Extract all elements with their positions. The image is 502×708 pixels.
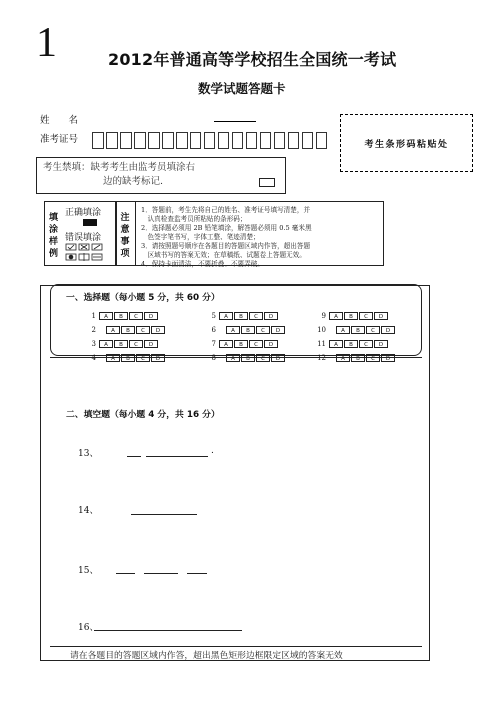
answer-blank[interactable] — [94, 630, 242, 631]
mc-option-bubble[interactable]: A — [226, 354, 240, 362]
mc-question-row — [86, 326, 166, 334]
notice-box — [116, 201, 384, 266]
mc-option-bubble[interactable]: C — [249, 312, 263, 320]
id-cell[interactable] — [176, 132, 188, 149]
name-field[interactable] — [214, 121, 256, 122]
id-cell[interactable] — [134, 132, 146, 149]
id-cell[interactable] — [190, 132, 202, 149]
mc-option-bubble[interactable]: A — [329, 312, 343, 320]
mc-question-number: 10 — [317, 326, 326, 334]
mc-option-bubble[interactable]: B — [351, 326, 365, 334]
id-cell[interactable] — [274, 132, 286, 149]
mc-option-bubble[interactable]: D — [144, 340, 158, 348]
mc-question-number: 4 — [91, 354, 96, 362]
mc-option-bubble[interactable]: D — [264, 340, 278, 348]
barcode-area — [340, 114, 473, 172]
page-number: 1 — [36, 20, 57, 66]
mc-question-row — [316, 354, 396, 362]
id-cell[interactable] — [162, 132, 174, 149]
id-cell[interactable] — [246, 132, 258, 149]
id-label: 准考证号 — [40, 134, 79, 145]
id-cell[interactable] — [232, 132, 244, 149]
mc-option-bubble[interactable]: C — [366, 326, 380, 334]
mc-option-bubble[interactable]: C — [129, 312, 143, 320]
absent-note-line: 边的缺考标记. — [103, 176, 164, 187]
mc-option-bubble[interactable]: D — [271, 354, 285, 362]
fill-question-number: 15、 — [78, 566, 99, 576]
mc-question-number: 5 — [211, 312, 216, 320]
fill-in-title: 二、填空题（每小题 4 分，共 16 分） — [66, 410, 220, 420]
fill-dot: . — [211, 446, 214, 456]
fill-sample-box — [44, 201, 116, 266]
fill-question-number: 14、 — [78, 506, 99, 516]
fill-question-number: 16、 — [78, 623, 99, 633]
mc-question-number: 1 — [91, 312, 96, 320]
mc-option-bubble[interactable]: B — [344, 312, 358, 320]
answer-blank[interactable] — [187, 573, 207, 574]
mc-option-bubble[interactable]: C — [129, 340, 143, 348]
mc-option-bubble[interactable]: C — [366, 354, 380, 362]
notice-item: 色签字笔书写，字体工整、笔迹清楚； — [141, 233, 260, 241]
answer-sheet-subtitle: 数学试题答题卡 — [198, 81, 286, 96]
mc-option-bubble[interactable]: B — [114, 312, 128, 320]
mc-question-number: 12 — [317, 354, 326, 362]
mc-question-row — [206, 312, 279, 320]
mc-option-bubble[interactable]: B — [241, 354, 255, 362]
footer-divider — [50, 646, 422, 647]
id-cell[interactable] — [148, 132, 160, 149]
mc-option-bubble[interactable]: B — [241, 326, 255, 334]
mc-option-bubble[interactable]: D — [151, 326, 165, 334]
absent-note-line: 考生禁填：缺考考生由监考员填涂右 — [43, 162, 196, 173]
mc-question-row — [206, 354, 286, 362]
correct-fill-label: 正确填涂 — [65, 208, 102, 218]
absent-mark-box — [36, 157, 286, 194]
mc-option-bubble[interactable]: A — [226, 326, 240, 334]
notice-item: 认真检查监考员所粘贴的条形码； — [141, 215, 247, 223]
mc-option-bubble[interactable]: A — [336, 326, 350, 334]
mc-option-bubble[interactable]: B — [114, 340, 128, 348]
mc-option-bubble[interactable]: D — [374, 312, 388, 320]
notice-item: 4．保持卡面清洁，不要折叠、不要弄破。 — [141, 260, 264, 268]
notice-item: 3．请按照题号顺序在各题目的答题区域内作答，超出答题 — [141, 242, 311, 250]
mc-question-number: 8 — [211, 354, 216, 362]
footer-note: 请在各题目的答题区域内作答，超出黑色矩形边框限定区域的答案无效 — [70, 651, 343, 661]
mc-option-bubble[interactable]: B — [121, 354, 135, 362]
mc-option-bubble[interactable]: A — [106, 326, 120, 334]
mc-option-bubble[interactable]: D — [374, 340, 388, 348]
mc-option-bubble[interactable]: D — [271, 326, 285, 334]
mc-question-row — [316, 312, 389, 320]
mc-option-bubble[interactable]: D — [264, 312, 278, 320]
mc-option-bubble[interactable]: D — [151, 354, 165, 362]
id-cell[interactable] — [120, 132, 132, 149]
mc-question-number: 2 — [91, 326, 96, 334]
notice-heading: 注意事项 — [120, 213, 130, 259]
id-cell[interactable] — [204, 132, 216, 149]
fill-question-number: 13、 — [78, 449, 99, 459]
notice-item: 2．选择题必须用 2B 铅笔填涂，解答题必须用 0.5 毫米黑 — [141, 224, 312, 232]
id-cell[interactable] — [218, 132, 230, 149]
mc-option-bubble[interactable]: A — [329, 340, 343, 348]
mc-option-bubble[interactable]: C — [359, 340, 373, 348]
mc-option-bubble[interactable]: B — [344, 340, 358, 348]
mc-option-bubble[interactable]: A — [99, 340, 113, 348]
mc-question-row — [316, 340, 389, 348]
id-cell[interactable] — [316, 132, 328, 149]
id-number-grid[interactable] — [92, 132, 330, 149]
answer-blank[interactable] — [131, 514, 197, 515]
multiple-choice-title: 一、选择题（每小题 5 分，共 60 分） — [66, 293, 220, 303]
mc-question-number: 9 — [321, 312, 326, 320]
id-cell[interactable] — [106, 132, 118, 149]
id-cell[interactable] — [92, 132, 104, 149]
mc-option-bubble[interactable]: A — [106, 354, 120, 362]
mc-option-bubble[interactable]: A — [336, 354, 350, 362]
wrong-fill-label: 错误填涂 — [65, 233, 102, 243]
mc-option-bubble[interactable]: A — [219, 312, 233, 320]
section-divider — [50, 357, 422, 358]
mc-option-bubble[interactable]: C — [249, 340, 263, 348]
mc-question-number: 7 — [211, 340, 216, 348]
mc-option-bubble[interactable]: C — [256, 326, 270, 334]
mc-option-bubble[interactable]: B — [351, 354, 365, 362]
mc-option-bubble[interactable]: C — [136, 354, 150, 362]
mc-question-row — [86, 354, 166, 362]
exam-title: 2012年普通高等学校招生全国统一考试 — [108, 50, 397, 69]
mc-option-bubble[interactable]: D — [144, 312, 158, 320]
mc-option-bubble[interactable]: C — [136, 326, 150, 334]
mc-question-row — [206, 340, 279, 348]
mc-question-row — [86, 340, 159, 348]
id-cell[interactable] — [288, 132, 300, 149]
mc-option-bubble[interactable]: D — [381, 354, 395, 362]
mc-question-row — [316, 326, 396, 334]
mc-option-bubble[interactable]: C — [359, 312, 373, 320]
notice-divider — [135, 202, 136, 265]
answer-blank[interactable] — [127, 456, 141, 457]
mc-option-bubble[interactable]: A — [219, 340, 233, 348]
answer-blank[interactable] — [146, 456, 208, 457]
notice-item: 区域书写的答案无效；在草稿纸、试题卷上答题无效。 — [141, 251, 306, 259]
mc-option-bubble[interactable]: B — [121, 326, 135, 334]
absent-mark-checkbox[interactable] — [259, 178, 275, 187]
mc-question-number: 11 — [317, 340, 326, 348]
mc-question-row — [86, 312, 159, 320]
mc-option-bubble[interactable]: D — [381, 326, 395, 334]
fill-sample-side-label: 填涂样例 — [49, 213, 59, 259]
name-label: 姓 名 — [40, 115, 79, 126]
answer-blank[interactable] — [144, 573, 178, 574]
answer-blank[interactable] — [116, 573, 135, 574]
wrong-fill-marks-icon — [65, 243, 115, 263]
mc-option-bubble[interactable]: A — [99, 312, 113, 320]
notice-item: 1．答题前，考生先将自己的姓名、准考证号填写清楚，并 — [141, 206, 311, 214]
mc-question-number: 3 — [91, 340, 96, 348]
notice-list — [141, 206, 379, 269]
correct-fill-mark — [83, 219, 97, 226]
mc-question-number: 6 — [211, 326, 216, 334]
mc-option-bubble[interactable]: C — [256, 354, 270, 362]
mc-question-row — [206, 326, 286, 334]
id-cell[interactable] — [302, 132, 314, 149]
mc-option-bubble[interactable]: B — [234, 312, 248, 320]
id-cell[interactable] — [260, 132, 272, 149]
mc-option-bubble[interactable]: B — [234, 340, 248, 348]
barcode-label: 考生条形码粘贴处 — [364, 139, 449, 150]
absent-note — [43, 161, 195, 189]
